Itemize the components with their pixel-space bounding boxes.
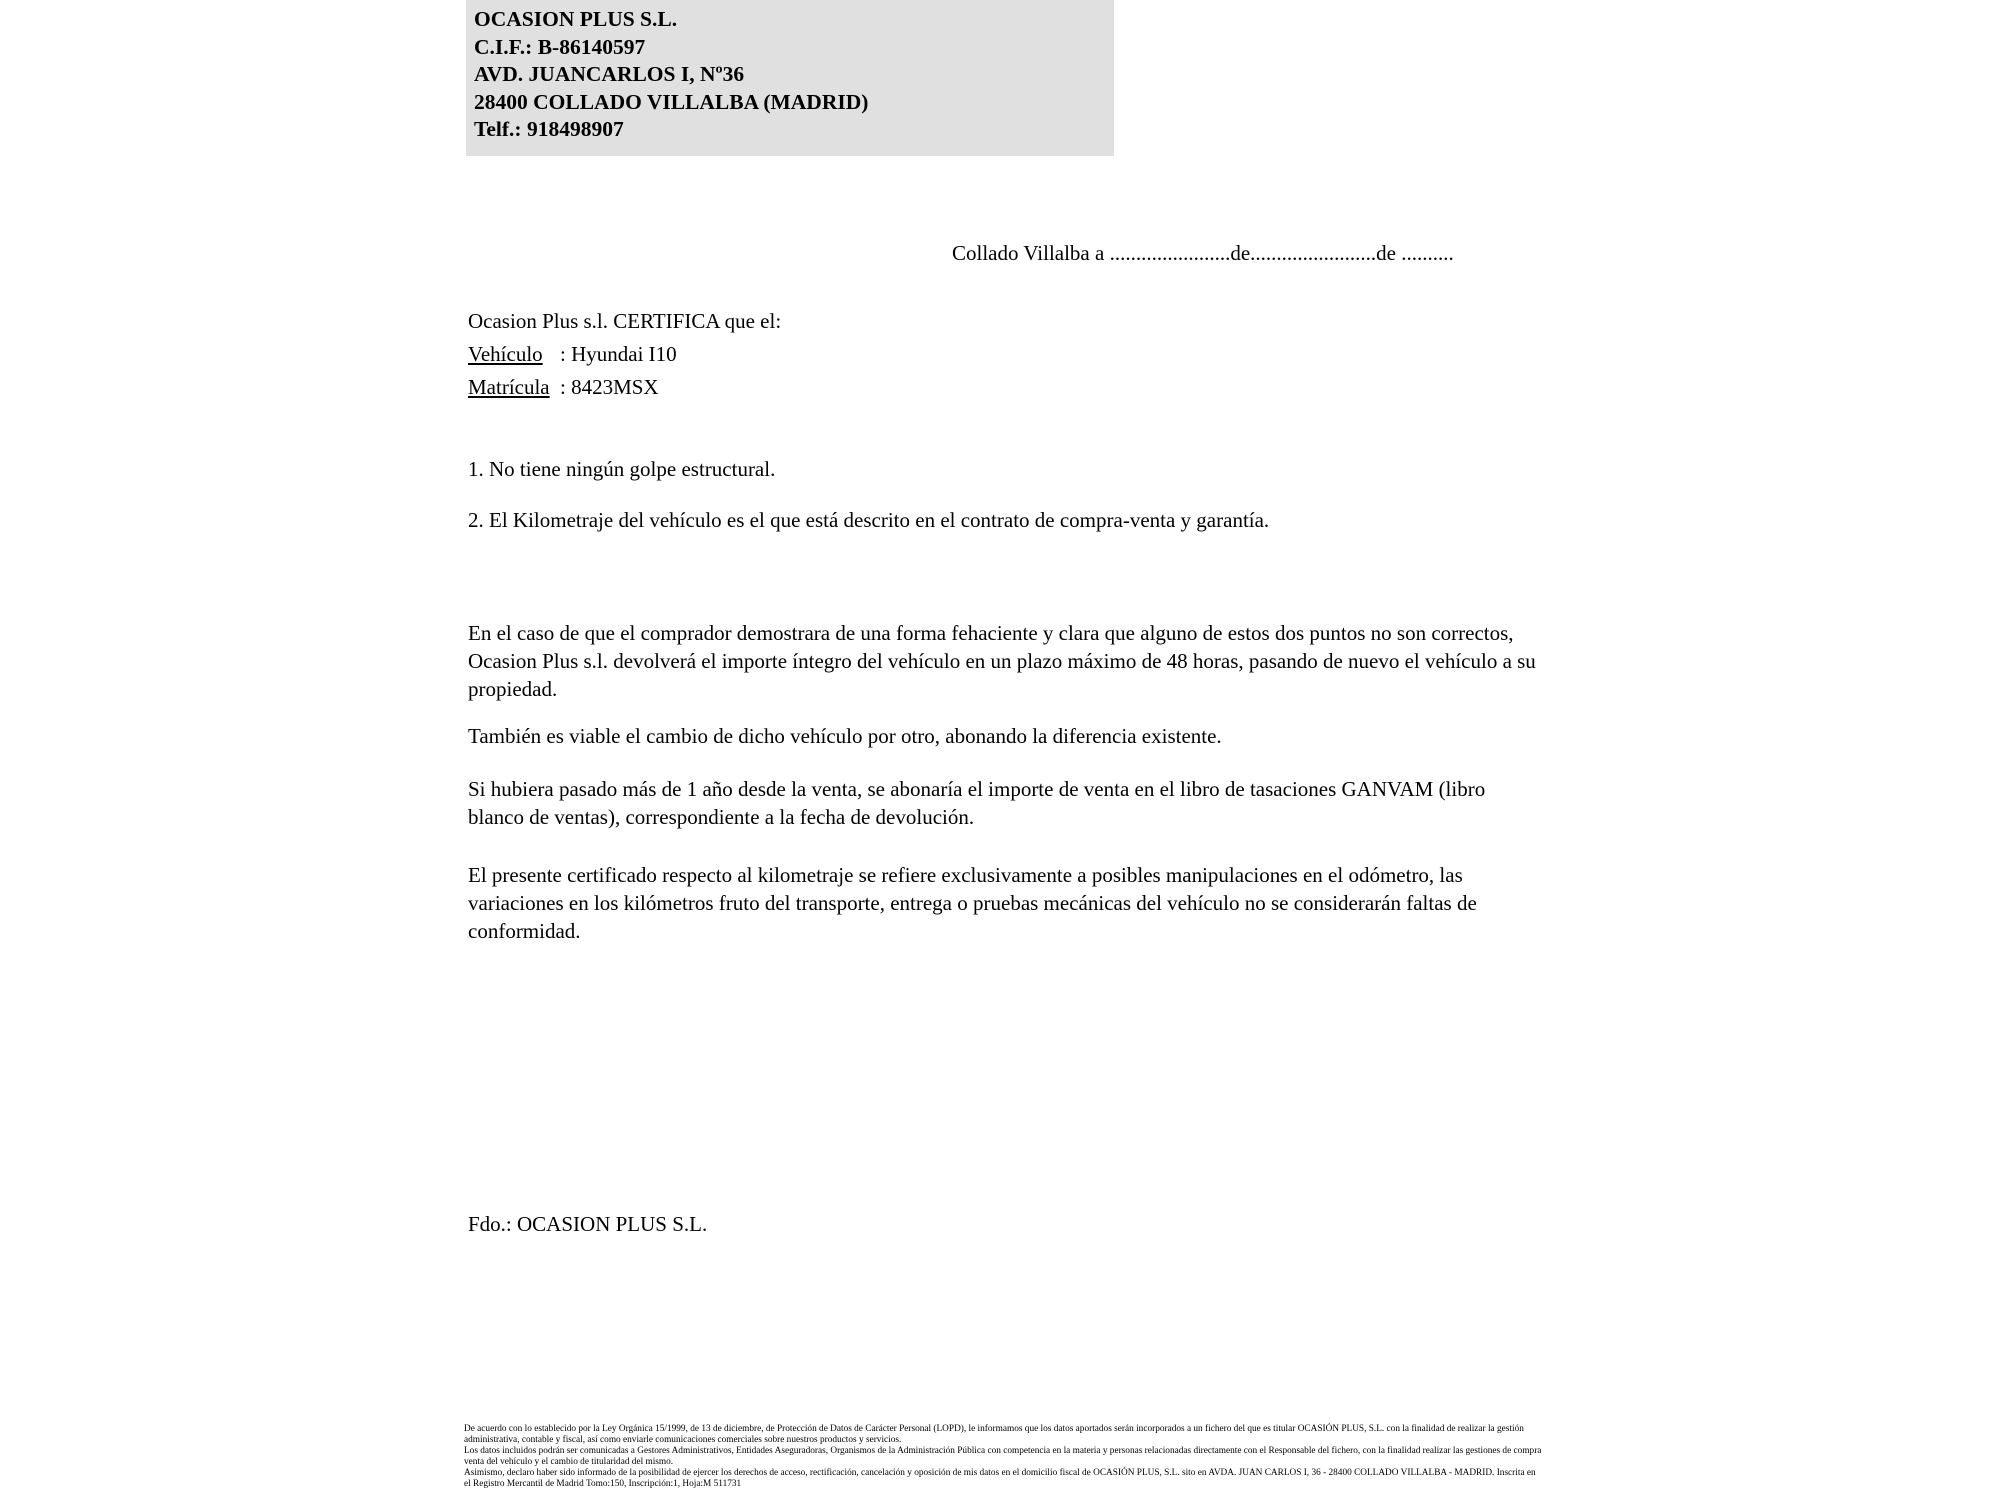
paragraph-odometer: El presente certificado respecto al kilometraje se refiere exclusivamente a posibles manipulaciones en el odómetro, las variaciones en los kilómetros fruto del transporte, entrega o pruebas mecánicas del vehículo no se considerarán faltas de conformidad.	[468, 863, 1477, 943]
plate-row	[468, 371, 781, 404]
certificate-block	[468, 305, 781, 404]
plate-label: Matrícula	[468, 375, 550, 399]
paragraph-refund: En el caso de que el comprador demostrara de una forma fehaciente y clara que alguno de estos dos puntos no son correctos, Ocasion Plus s.l. devolverá el importe íntegro del vehículo en un plazo máximo de 48 horas, pasando de nuevo el vehículo a su propiedad.	[468, 621, 1536, 701]
company-name: OCASION PLUS S.L.	[474, 7, 678, 31]
legal-footer-line-1: De acuerdo con lo establecido por la Ley Orgánica 15/1999, de 13 de diciembre, de Protección de Datos de Carácter Personal (LOPD), le informamos que los datos aportados serán incorporados a un fichero del que es titular OCASIÓN PLUS, S.L. con la finalidad de realizar la gestión administrativa, contable y fiscal, así como enviarle comunicaciones comerciales sobre nuestros productos y servicios.	[464, 1424, 1524, 1446]
paragraph-exchange: También es viable el cambio de dicho vehículo por otro, abonando la diferencia existente.	[468, 724, 1222, 748]
legal-footer	[464, 1424, 1544, 1491]
letterhead-block	[466, 0, 1114, 156]
vehicle-value: : Hyundai I10	[560, 342, 677, 366]
paragraph-ganvam: Si hubiera pasado más de 1 año desde la venta, se abonaría el importe de venta en el libro de tasaciones GANVAM (libro blanco de ventas), correspondiente a la fecha de devolución.	[468, 777, 1486, 829]
point-1: 1. No tiene ningún golpe estructural.	[468, 457, 776, 481]
legal-footer-line-3: Asimismo, declaro haber sido informado de la posibilidad de ejercer los derechos de acceso, rectificación, cancelación y oposición de mis datos en el domicilio fiscal de OCASIÓN PLUS, S.L. sito en AVDA. JUAN CARLOS I, 36 - 28400 COLLADO VILLALBA - MADRID. Inscrita en el Registro Mercantil de Madrid Tomo:150, Inscripción:1, Hoja:M 511731	[464, 1468, 1536, 1490]
certificate-intro: Ocasion Plus s.l. CERTIFICA que el:	[468, 309, 782, 333]
plate-value: : 8423MSX	[560, 375, 659, 399]
date-line: Collado Villalba a .......................de........................de ..........	[952, 241, 1454, 265]
vehicle-label: Vehículo	[468, 342, 543, 366]
vehicle-row	[468, 338, 781, 371]
company-address: AVD. JUANCARLOS I, Nº36	[474, 62, 745, 86]
point-2: 2. El Kilometraje del vehículo es el que está descrito en el contrato de compra-venta y garantía.	[468, 508, 1270, 532]
company-city: 28400 COLLADO VILLALBA (MADRID)	[474, 89, 869, 114]
signature-line: Fdo.: OCASION PLUS S.L.	[468, 1212, 708, 1236]
legal-footer-line-2: Los datos incluidos podrán ser comunicadas a Gestores Administrativos, Entidades Aseguradoras, Organismos de la Administración Pública con competencia en la materia y personas relacionadas directamente con el Responsable del fichero, con la finalidad realizar las gestiones de compra venta del vehículo y el cambio de titularidad del mismo.	[464, 1446, 1542, 1468]
company-phone: Telf.: 918498907	[474, 117, 624, 141]
company-cif: C.I.F.: B-86140597	[474, 34, 646, 59]
